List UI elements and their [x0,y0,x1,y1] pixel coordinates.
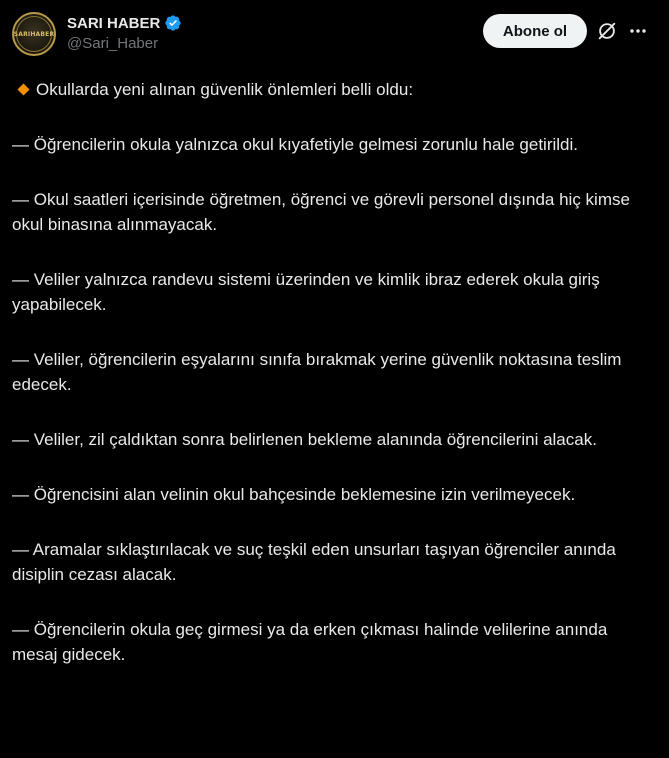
orange-diamond-icon [17,83,30,96]
author-info [67,12,182,52]
tweet-item: — Veliler, zil çaldıktan sonra belirlenen bekleme alanında öğrencilerini alacak. [12,430,597,449]
tweet-text [12,77,652,697]
tweet-intro-text: Okullarda yeni alınan güvenlik önlemleri belli oldu: [36,80,414,99]
handle[interactable]: @Sari_Haber [67,35,159,52]
tweet-item: — Veliler yalnızca randevu sistemi üzerinden ve kimlik ibraz ederek okula giriş yapabilecek. [12,270,600,314]
tweet-header [0,0,669,70]
tweet-item: — Öğrencisini alan velinin okul bahçesinde beklemesine izin verilmeyecek. [12,485,576,504]
tweet-item: — Veliler, öğrencilerin eşyalarını sınıfa bırakmak yerine güvenlik noktasına teslim edecek. [12,350,622,394]
avatar-logo [13,16,55,52]
display-name[interactable]: SARI HABER [67,14,161,32]
grok-icon[interactable] [596,20,618,42]
tweet-intro [12,77,652,102]
follow-button[interactable]: Abone ol [483,14,587,48]
tweet-item: — Okul saatleri içerisinde öğretmen, öğrenci ve görevli personel dışında hiç kimse okul binasına alınmayacak. [12,190,630,234]
tweet-item: — Aramalar sıklaştırılacak ve suç teşkil eden unsurları taşıyan öğrenciler anında disiplin cezası alacak. [12,540,616,584]
verified-badge-icon[interactable] [164,14,182,32]
name-row [67,12,182,34]
tweet-item: — Öğrencilerin okula geç girmesi ya da erken çıkması halinde velilerine anında mesaj gidecek. [12,620,608,664]
tweet-item: — Öğrencilerin okula yalnızca okul kıyafetiyle gelmesi zorunlu hale getirildi. [12,135,578,154]
more-options-icon[interactable] [627,20,649,42]
avatar[interactable] [12,12,56,56]
avatar-logo-text: SARIHABER [13,30,55,38]
